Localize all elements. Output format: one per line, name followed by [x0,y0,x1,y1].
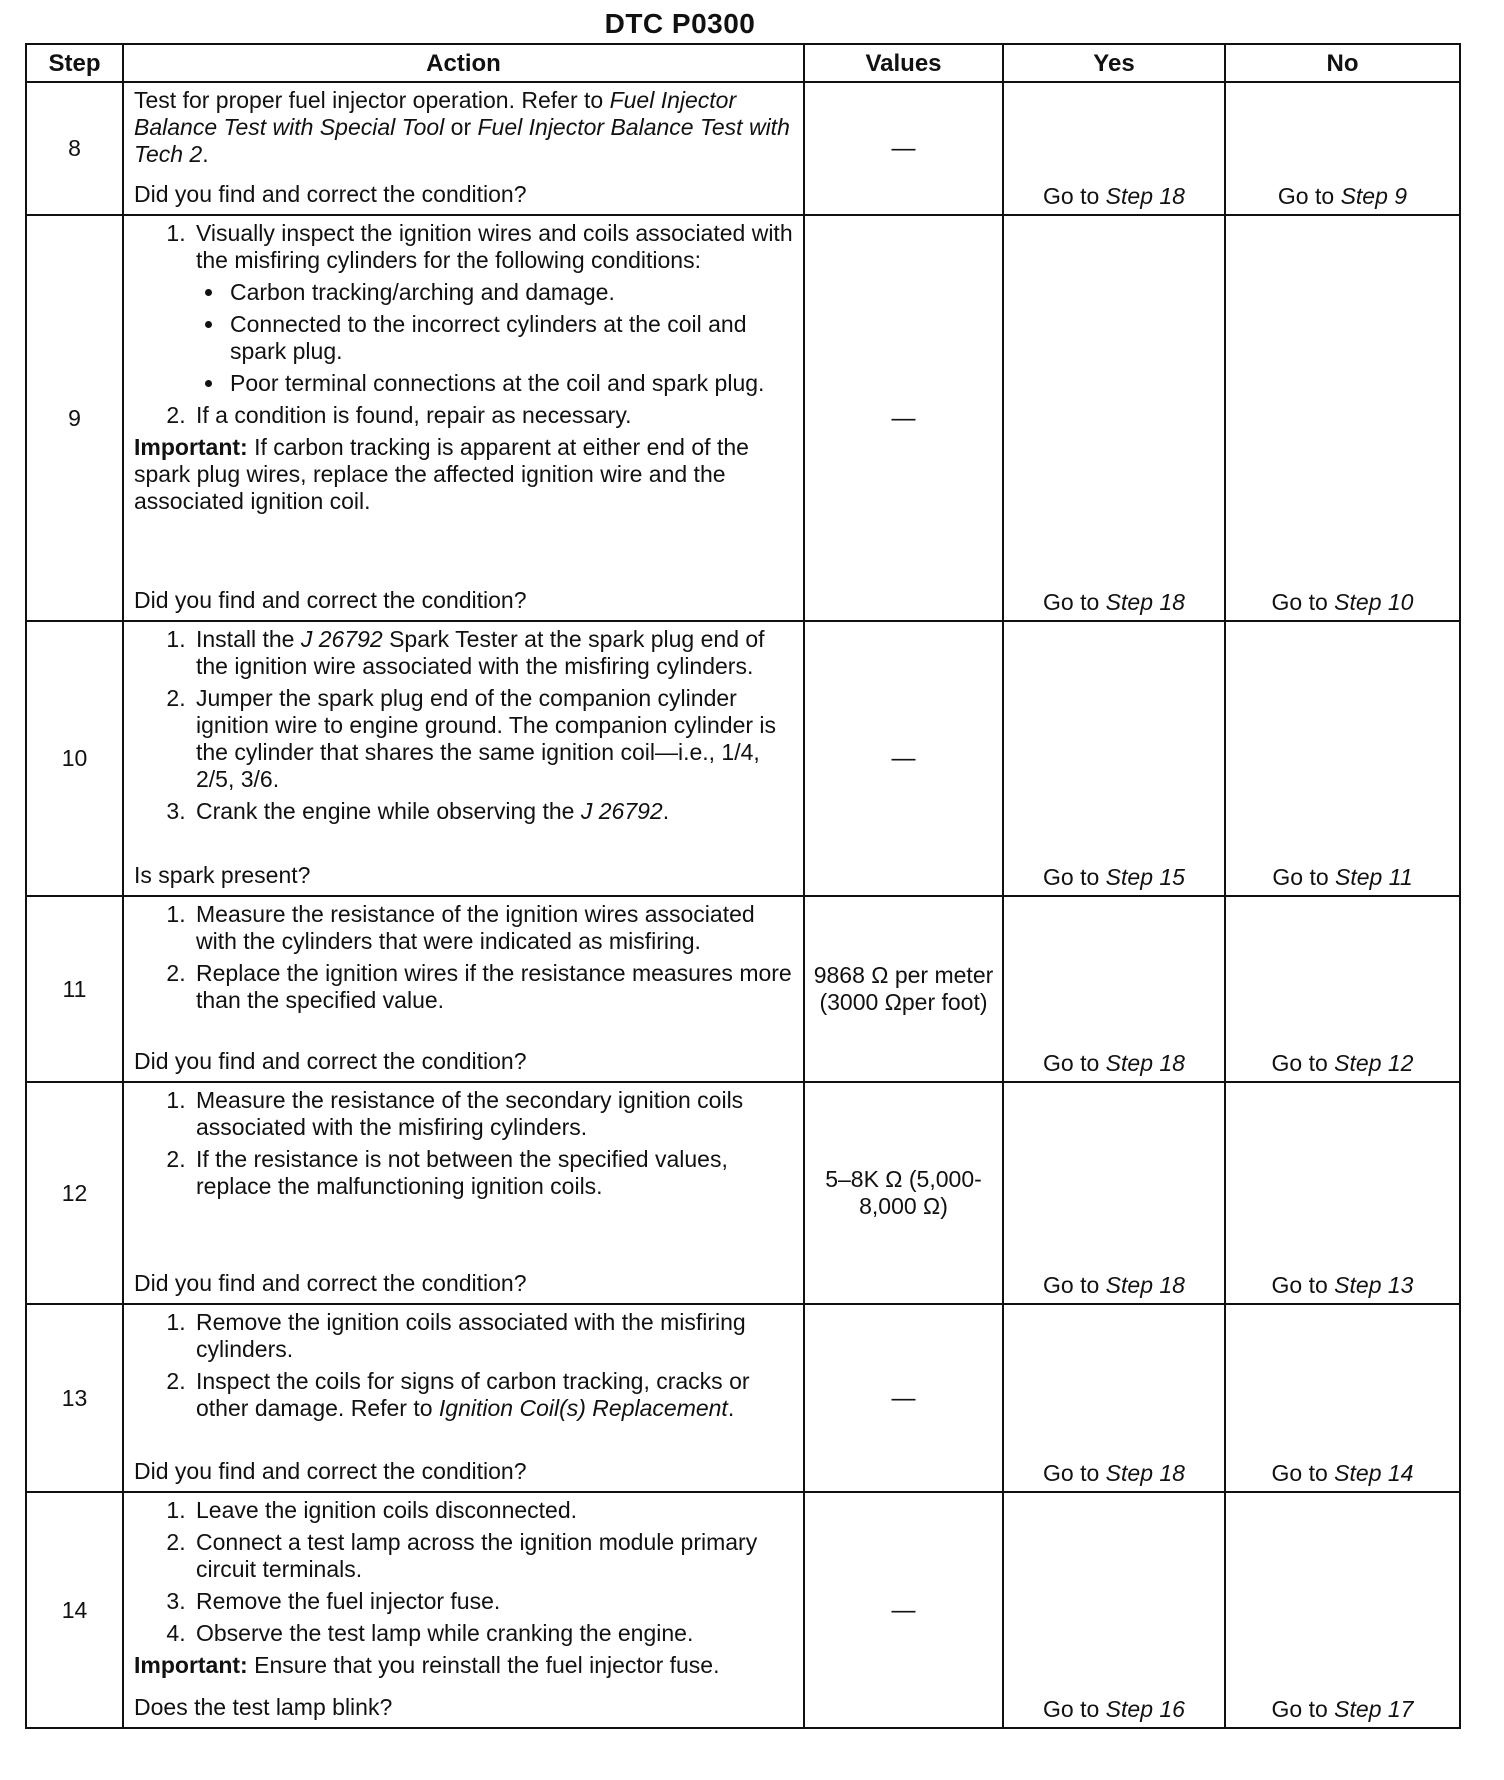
no-result [1225,896,1460,1082]
action-content [134,1309,793,1485]
procedure-item [192,798,793,825]
goto-prefix: Go to [1277,183,1341,209]
text-run: Measure the resistance of the ignition wires associated with the cylinders that were indicated as misfiring. [196,901,755,954]
text-run: Jumper the spark plug end of the companion cylinder ignition wire to engine ground. The companion cylinder is the cylinder that shares the same ignition coil—i.e., 1/4, 2/5, 3/6. [196,685,777,792]
action-question: Did you find and correct the condition? [134,1458,527,1484]
condition-item: • Poor terminal connections at the coil and spark plug. [226,370,793,397]
goto-prefix: Go to [1271,589,1335,615]
value-cell: — [804,215,1003,621]
goto-step: Step 14 [1334,1460,1414,1486]
table-row [26,1304,1460,1492]
value-cell: 9868 Ω per meter (3000 Ωper foot) [804,896,1003,1082]
goto-prefix: Go to [1272,864,1336,890]
goto-prefix: Go to [1271,1460,1335,1486]
action-body [134,626,793,830]
goto-prefix: Go to [1043,864,1106,890]
goto-prefix: Go to [1043,1460,1106,1486]
no-result [1225,1492,1460,1728]
goto-step: Step 18 [1105,1050,1185,1076]
action-cell [123,1304,804,1492]
action-body [134,220,793,519]
table-row [26,621,1460,896]
procedure-item [192,685,793,793]
yes-result [1003,215,1225,621]
page-title: DTC P0300 [604,8,756,39]
action-body [134,1087,793,1205]
step-number: 12 [26,1082,123,1304]
procedure-list [134,626,793,825]
important-label: Important: [134,434,248,460]
reference-text: Ignition Coil(s) Replacement [438,1395,728,1421]
procedure-item [192,220,793,397]
header-no: No [1225,44,1460,82]
goto-step: Step 18 [1105,183,1185,209]
no-result [1225,1082,1460,1304]
goto-step: Step 13 [1334,1272,1414,1298]
action-question: Did you find and correct the condition? [134,1270,527,1296]
goto-step: Step 18 [1105,1460,1185,1486]
condition-item: • Connected to the incorrect cylinders at the coil and spark plug. [226,311,793,365]
yes-result [1003,1492,1225,1728]
action-question: Does the test lamp blink? [134,1694,393,1720]
text-run: Test for proper fuel injector operation. Refer to [134,87,610,113]
goto-step: Step 15 [1105,864,1185,890]
text-run: . [662,798,670,824]
goto-step: Step 10 [1334,589,1414,615]
action-content [134,1497,793,1721]
text-run: Measure the resistance of the secondary ignition coils associated with the misfiring cylinders. [196,1087,744,1140]
goto-prefix: Go to [1043,1696,1106,1722]
text-run: Leave the ignition coils disconnected. [196,1497,578,1523]
procedure-item [192,1620,793,1647]
action-content [134,220,793,614]
action-content [134,901,793,1075]
goto-prefix: Go to [1271,1272,1335,1298]
step-number: 14 [26,1492,123,1728]
reference-text: Fuel Injector Balance Test with Tech 2 [134,114,790,167]
action-body [134,1309,793,1427]
procedure-list [134,1309,793,1422]
procedure-list [134,901,793,1014]
action-question: Did you find and correct the condition? [134,181,527,207]
text-run: or [444,114,478,140]
goto-prefix: Go to [1043,1050,1106,1076]
no-result [1225,621,1460,896]
yes-result [1003,621,1225,896]
value-cell: — [804,1304,1003,1492]
action-cell [123,82,804,215]
text-run: Visually inspect the ignition wires and coils associated with the misfiring cylinders for the following conditions: [196,220,793,273]
goto-step: Step 9 [1340,183,1408,209]
action-cell [123,621,804,896]
goto-step: Step 18 [1105,589,1185,615]
text-run: . [727,1395,735,1421]
action-body [134,901,793,1019]
action-body [134,87,793,172]
action-question: Did you find and correct the condition? [134,587,527,613]
table-row [26,82,1460,215]
text-run: Spark Tester at the spark plug end of the ignition wire associated with the misfiring cylinders. [196,626,765,679]
yes-result [1003,1082,1225,1304]
table-row [26,1492,1460,1728]
yes-result [1003,82,1225,215]
text-run: If a condition is found, repair as necessary. [196,402,632,428]
action-question: Did you find and correct the condition? [134,1048,527,1074]
text-run: Crank the engine while observing the [196,798,581,824]
goto-prefix: Go to [1043,589,1106,615]
table-row [26,896,1460,1082]
procedure-item [192,402,793,429]
goto-prefix: Go to [1271,1696,1335,1722]
action-intro [134,87,793,168]
action-cell [123,1492,804,1728]
important-note [134,434,793,515]
no-result [1225,82,1460,215]
text-run: Remove the fuel injector fuse. [196,1588,501,1614]
header-yes: Yes [1003,44,1225,82]
action-content [134,626,793,889]
action-content [134,87,793,208]
value-cell: — [804,621,1003,896]
procedure-item [192,626,793,680]
procedure-item [192,901,793,955]
no-result [1225,1304,1460,1492]
procedure-item [192,1368,793,1422]
text-run: Replace the ignition wires if the resistance measures more than the specified value. [196,960,792,1013]
action-cell [123,896,804,1082]
text-run: Connect a test lamp across the ignition module primary circuit terminals. [196,1529,758,1582]
action-cell [123,1082,804,1304]
value-cell: — [804,82,1003,215]
value-cell: — [804,1492,1003,1728]
goto-step: Step 18 [1105,1272,1185,1298]
goto-prefix: Go to [1271,1050,1335,1076]
reference-text: J 26792 [300,626,383,652]
important-text: Ensure that you reinstall the fuel injector fuse. [247,1652,720,1678]
step-number: 9 [26,215,123,621]
text-run: . [202,141,209,167]
condition-list [196,279,793,397]
important-label: Important: [134,1652,248,1678]
text-run: Inspect the coils for signs of carbon tracking, cracks or other damage. Refer to [196,1368,750,1421]
action-content [134,1087,793,1297]
procedure-list [134,1497,793,1647]
no-result [1225,215,1460,621]
goto-step: Step 11 [1335,864,1413,890]
procedure-item [192,1146,793,1200]
action-cell [123,215,804,621]
procedure-list [134,220,793,429]
header-step: Step [26,44,123,82]
important-text: If carbon tracking is apparent at either end of the spark plug wires, replace the affected ignition wire and the associated ignition coil. [134,434,749,514]
procedure-list [134,1087,793,1200]
goto-step: Step 17 [1334,1696,1414,1722]
condition-item: • Carbon tracking/arching and damage. [226,279,793,306]
goto-step: Step 16 [1105,1696,1185,1722]
text-run: Observe the test lamp while cranking the engine. [196,1620,694,1646]
procedure-item [192,1529,793,1583]
procedure-item [192,1309,793,1363]
procedure-item [192,1087,793,1141]
goto-step: Step 12 [1334,1050,1414,1076]
text-run: If the resistance is not between the specified values, replace the malfunctioning ignition coils. [196,1146,728,1199]
procedure-item [192,1497,793,1524]
step-number: 11 [26,896,123,1082]
goto-prefix: Go to [1043,183,1106,209]
step-number: 10 [26,621,123,896]
diagnostic-table [25,43,1461,1729]
text-run: Remove the ignition coils associated with the misfiring cylinders. [196,1309,746,1362]
header-values: Values [804,44,1003,82]
step-number: 13 [26,1304,123,1492]
procedure-item [192,1588,793,1615]
table-row [26,215,1460,621]
header-action: Action [123,44,804,82]
reference-text: J 26792 [580,798,663,824]
text-run: Install the [196,626,301,652]
yes-result [1003,896,1225,1082]
reference-text: Fuel Injector Balance Test with Special Tool [134,87,737,140]
goto-prefix: Go to [1043,1272,1106,1298]
table-row [26,1082,1460,1304]
action-question: Is spark present? [134,862,311,888]
value-cell: 5–8K Ω (5,000-8,000 Ω) [804,1082,1003,1304]
important-note [134,1652,793,1679]
action-body [134,1497,793,1683]
step-number: 8 [26,82,123,215]
yes-result [1003,1304,1225,1492]
procedure-item [192,960,793,1014]
table-header-row [26,44,1460,82]
